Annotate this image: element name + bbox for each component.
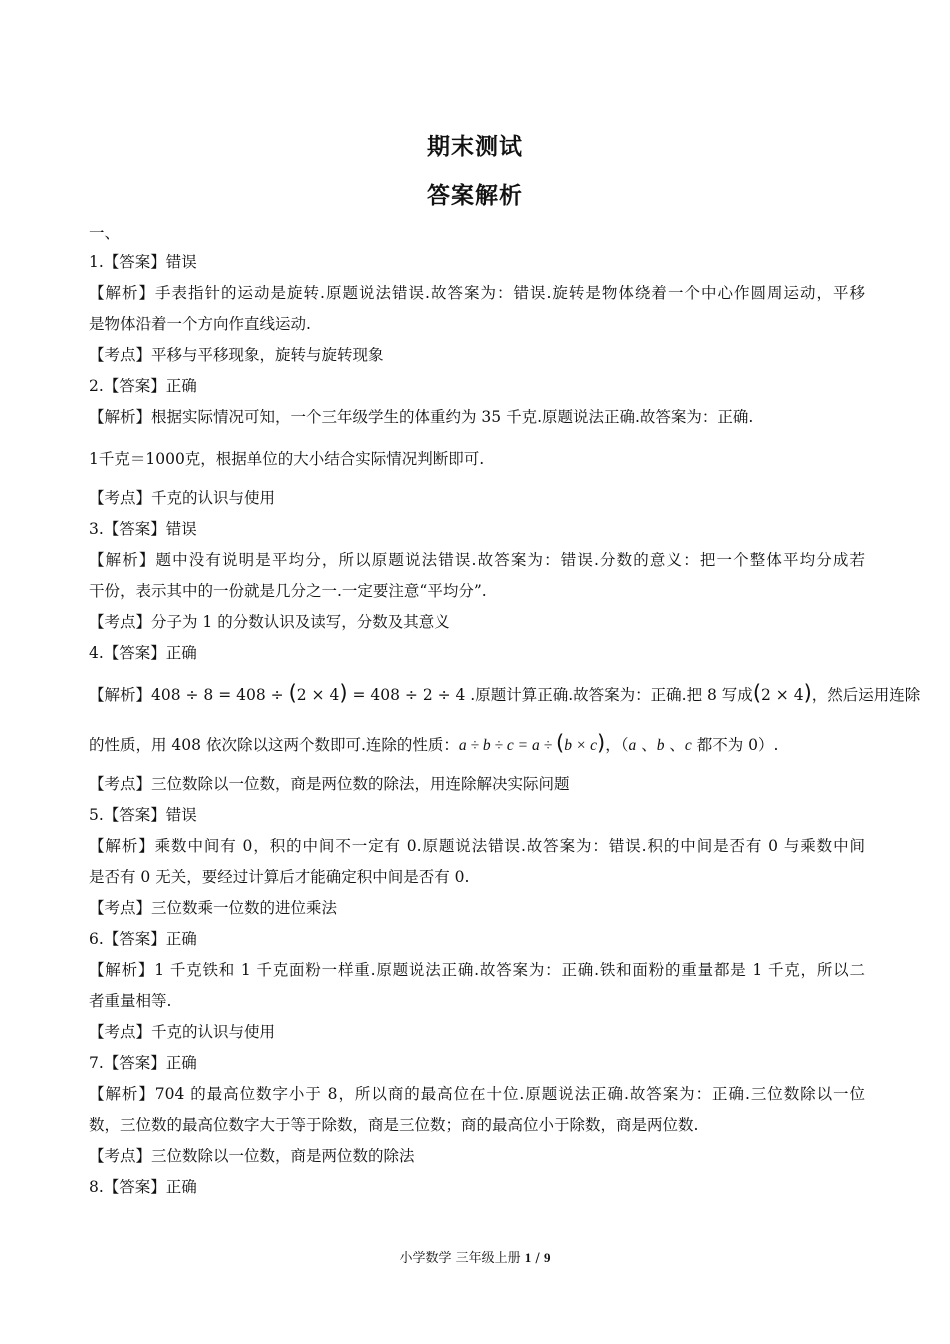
answer-3: 3.【答案】错误 [89,520,197,538]
answer-6: 6.【答案】正确 [89,930,197,948]
analysis-4-product: 2 × 4 [296,686,340,704]
page-footer [0,1247,950,1266]
analysis-2-formula: 1千克＝1000克，根据单位的大小结合实际情况判断即可. [89,450,485,468]
footer-page-number: 1 [524,1250,532,1265]
analysis-4-part-a: 【解析】408 ÷ 8 = 408 ÷ [89,686,289,704]
analysis-4-cont-j: 都不为 0）. [691,736,779,754]
analysis-3-cont: 干份，表示其中的一份就是几分之一.一定要注意“平均分”. [89,582,487,600]
analysis-4 [89,682,920,706]
close-paren: ) [803,681,812,705]
analysis-5: 【解析】乘数中间有 0，积的中间不一定有 0.原题说法错误.故答案为：错误.积的中间是否有 0 与乘数中间 [89,837,865,855]
close-paren: ) [339,681,348,705]
var-c: c [684,737,692,754]
document-subtitle: 答案解析 [427,183,523,209]
point-1: 【考点】平移与平移现象，旋转与旋转现象 [89,346,384,364]
separator: 、 [636,736,657,754]
analysis-4-cont-a: 的性质，用 408 依次除以这两个数即可.连除的性质： [89,736,459,754]
footer-subject: 小学数学 三年级上册 [399,1251,525,1266]
analysis-4-product-2: 2 × 4 [761,686,804,704]
open-paren: ( [288,681,297,705]
analysis-7-cont: 数，三位数的最高位数字大于等于除数，商是三位数；商的最高位小于除数，商是两位数. [89,1116,699,1134]
open-paren: ( [556,731,565,755]
open-paren: ( [752,681,762,705]
division-formula-product: b × c [564,737,598,754]
answer-4: 4.【答案】正确 [89,644,197,662]
analysis-4-cont [89,732,778,757]
analysis-1-cont: 是物体沿着一个方向作直线运动. [89,315,311,333]
point-5: 【考点】三位数乘一位数的进位乘法 [89,899,338,917]
var-b: b [656,737,665,754]
analysis-7: 【解析】704 的最高位数字小于 8，所以商的最高位在十位.原题说法正确.故答案为：正确.三位数除以一位 [89,1085,865,1103]
analysis-6: 【解析】1 千克铁和 1 千克面粉一样重.原题说法正确.故答案为：正确.铁和面粉的重量都是 1 千克，所以二 [89,961,865,979]
analysis-1: 【解析】手表指针的运动是旋转.原题说法错误.故答案为：错误.旋转是物体绕着一个中心作圆周运动，平移 [89,284,865,302]
point-2: 【考点】千克的认识与使用 [89,489,276,507]
point-4: 【考点】三位数除以一位数，商是两位数的除法，用连除解决实际问题 [89,775,570,793]
answer-2: 2.【答案】正确 [89,377,197,395]
answer-7: 7.【答案】正确 [89,1054,197,1072]
point-7: 【考点】三位数除以一位数，商是两位数的除法 [89,1147,415,1165]
var-a: a [628,737,637,754]
answer-1: 1.【答案】错误 [89,253,197,271]
analysis-4-cont-d: ，（ [605,736,629,754]
point-3: 【考点】分子为 1 的分数认识及读写，分数及其意义 [89,613,450,631]
footer-separator: / [531,1251,544,1266]
analysis-4-part-e: ，然后运用连除 [811,686,921,704]
document-title: 期末测试 [427,134,523,160]
analysis-5-cont: 是否有 0 无关，要经过计算后才能确定积中间是否有 0. [89,868,470,886]
point-6: 【考点】千克的认识与使用 [89,1023,276,1041]
division-formula: a ÷ b ÷ c = a ÷ [458,737,556,754]
analysis-6-cont: 者重量相等. [89,992,172,1010]
section-label: 一、 [89,224,121,242]
answer-8: 8.【答案】正确 [89,1178,197,1196]
analysis-3: 【解析】题中没有说明是平均分，所以原题说法错误.故答案为：错误.分数的意义：把一个整体平均分成若 [89,551,865,569]
analysis-2: 【解析】根据实际情况可知，一个三年级学生的体重约为 35 千克.原题说法正确.故答案为：正确. [89,408,754,426]
analysis-4-part-c: = 408 ÷ 2 ÷ 4 .原题计算正确.故答案为：正确.把 8 写成 [347,686,753,704]
answer-5: 5.【答案】错误 [89,806,197,824]
separator: 、 [664,736,685,754]
close-paren: ) [597,731,606,755]
footer-page-total: 9 [543,1250,551,1265]
